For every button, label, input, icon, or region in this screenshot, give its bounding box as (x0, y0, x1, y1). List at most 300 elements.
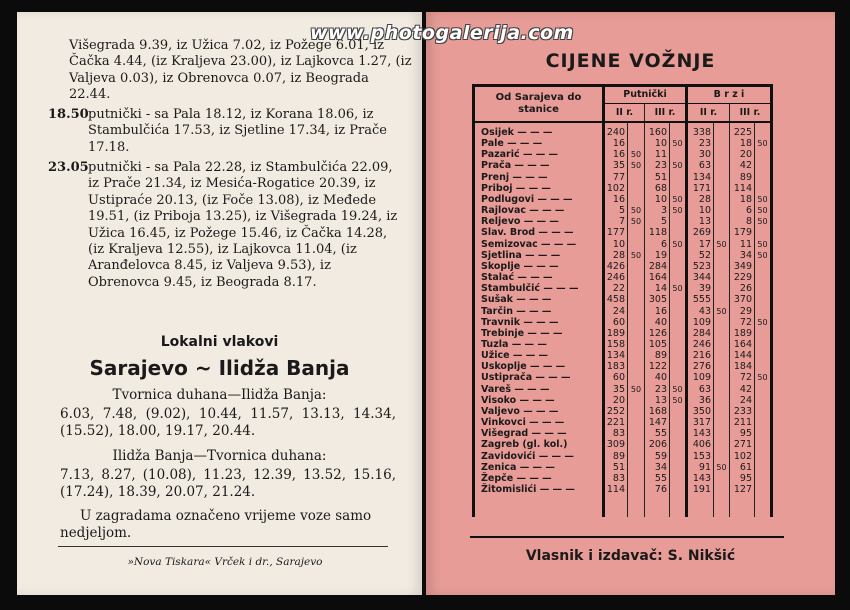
fare-putnicki-class2-para (628, 462, 645, 473)
fare-brzi-class3: 61 (730, 462, 755, 473)
fare-brzi-class2: 284 (687, 328, 714, 339)
fare-filler-cell (645, 495, 670, 517)
fare-brzi-class2: 23 (687, 138, 714, 149)
fare-putnicki-class2-para: 50 (628, 205, 645, 216)
fare-brzi-class2-para (714, 250, 730, 261)
fare-putnicki-class2-para (628, 261, 645, 272)
local-trains-heading: Lokalni vlakovi (160, 334, 279, 350)
fare-putnicki-class3-para (670, 417, 687, 428)
fare-filler-cell (604, 495, 628, 517)
fare-table (472, 84, 773, 517)
fare-putnicki-class2-para: 50 (628, 216, 645, 227)
fare-table-filler (474, 495, 772, 517)
fare-putnicki-class3-para (670, 328, 687, 339)
arrival-entry-2 (48, 160, 398, 291)
fare-brzi-class2-para (714, 439, 730, 450)
station-name: Slav. Brod — — — (474, 227, 604, 238)
fare-brzi-class3-para (755, 339, 772, 350)
fare-putnicki-class3: 40 (645, 372, 670, 383)
fare-putnicki-class2: 134 (604, 350, 628, 361)
fare-putnicki-class3: 305 (645, 294, 670, 305)
fare-putnicki-class2: 20 (604, 395, 628, 406)
fare-brzi-class3: 349 (730, 261, 755, 272)
station-name: Stambulčić — — — (474, 283, 604, 294)
fare-brzi-class3: 144 (730, 350, 755, 361)
fare-brzi-class2-para (714, 216, 730, 227)
fare-putnicki-class2: 77 (604, 172, 628, 183)
fare-row (474, 406, 772, 417)
fare-putnicki-class2: 60 (604, 317, 628, 328)
fare-brzi-class2: 143 (687, 473, 714, 484)
fare-putnicki-class2-para: 50 (628, 160, 645, 171)
fare-row (474, 250, 772, 261)
fare-putnicki-class3-para (670, 428, 687, 439)
fare-brzi-class3: 127 (730, 484, 755, 495)
station-name: Prača — — — (474, 160, 604, 171)
fare-brzi-class3-para (755, 306, 772, 317)
fare-brzi-class3-para: 50 (755, 194, 772, 205)
fare-brzi-class2: 153 (687, 451, 714, 462)
fare-brzi-class2: 344 (687, 272, 714, 283)
fare-putnicki-class2-para (628, 194, 645, 205)
fare-putnicki-class3-para (670, 361, 687, 372)
station-name: Sušak — — — (474, 294, 604, 305)
fare-putnicki-class3: 284 (645, 261, 670, 272)
fare-table-body (474, 122, 772, 517)
fare-putnicki-class2-para (628, 122, 645, 138)
fare-putnicki-class3: 55 (645, 473, 670, 484)
fare-putnicki-class3-para (670, 172, 687, 183)
fare-brzi-class3: 233 (730, 406, 755, 417)
fare-brzi-class2-para (714, 350, 730, 361)
fare-putnicki-class3-para (670, 451, 687, 462)
fare-row (474, 294, 772, 305)
fare-putnicki-class3-para: 50 (670, 239, 687, 250)
fare-putnicki-class2: 89 (604, 451, 628, 462)
fare-brzi-class2: 91 (687, 462, 714, 473)
station-name: Uskoplje — — — (474, 361, 604, 372)
fare-brzi-class2-para (714, 183, 730, 194)
fare-putnicki-class3-para (670, 122, 687, 138)
fare-row (474, 395, 772, 406)
fare-putnicki-class2: 7 (604, 216, 628, 227)
arrival-time-2: 23.05 (48, 160, 89, 175)
publisher-line: Vlasnik i izdavač: S. Nikšić (525, 548, 736, 564)
fare-putnicki-class2: 35 (604, 160, 628, 171)
fare-putnicki-class3-para (670, 439, 687, 450)
fare-row (474, 283, 772, 294)
fare-brzi-class2: 246 (687, 339, 714, 350)
fare-brzi-class3-para (755, 406, 772, 417)
fare-putnicki-class3: 105 (645, 339, 670, 350)
fare-brzi-class2: 109 (687, 372, 714, 383)
fare-brzi-class2-para (714, 172, 730, 183)
fare-putnicki-class3: 5 (645, 216, 670, 227)
fare-brzi-class3: 271 (730, 439, 755, 450)
station-name: Tuzla — — — (474, 339, 604, 350)
fare-brzi-class3: 189 (730, 328, 755, 339)
fare-brzi-class2-para (714, 484, 730, 495)
fare-brzi-class2-para (714, 160, 730, 171)
fare-brzi-class3-para (755, 361, 772, 372)
fare-row (474, 122, 772, 138)
fare-brzi-class2-para (714, 395, 730, 406)
fare-putnicki-class3: 55 (645, 428, 670, 439)
fare-brzi-class3: 184 (730, 361, 755, 372)
station-name: Pale — — — (474, 138, 604, 149)
route-heading: Sarajevo ~ Ilidža Banja (89, 356, 350, 380)
fare-putnicki-class3-para (670, 261, 687, 272)
fare-row (474, 350, 772, 361)
station-name: Reljevo — — — (474, 216, 604, 227)
station-name: Sjetlina — — — (474, 250, 604, 261)
fare-brzi-class2: 406 (687, 439, 714, 450)
fare-brzi-class2: 350 (687, 406, 714, 417)
fare-brzi-class2-para (714, 428, 730, 439)
fare-brzi-class2: 216 (687, 350, 714, 361)
fare-brzi-class3: 211 (730, 417, 755, 428)
direction-1-times: 6.03, 7.48, (9.02), 10.44, 11.57, 13.13, 14.34, (15.52), 18.00, 19.17, 20.44. (60, 406, 396, 439)
fare-brzi-class2: 555 (687, 294, 714, 305)
fare-row (474, 205, 772, 216)
fare-row (474, 473, 772, 484)
station-name: Užice — — — (474, 350, 604, 361)
fare-brzi-class3: 8 (730, 216, 755, 227)
fare-brzi-class3-para: 50 (755, 372, 772, 383)
fare-brzi-class3: 225 (730, 122, 755, 138)
station-name: Valjevo — — — (474, 406, 604, 417)
fare-brzi-class3: 11 (730, 239, 755, 250)
fare-putnicki-class2-para: 50 (628, 384, 645, 395)
fare-brzi-class3-para (755, 384, 772, 395)
arrival-time-1: 18.50 (48, 107, 89, 122)
station-name: Semizovac — — — (474, 239, 604, 250)
continuation-text: Višegrada 9.39, iz Užica 7.02, iz Požege 6.01, iz Čačka 4.44, (iz Kraljeva 23.00), iz Lajkovca 1.27, (iz Valjeva 0.03), iz Obrenovca 0.07, iz Beograda 22.44. (69, 38, 412, 103)
fare-row (474, 306, 772, 317)
fare-putnicki-class3: 13 (645, 395, 670, 406)
fare-putnicki-class3-para (670, 462, 687, 473)
fare-brzi-class3-para (755, 227, 772, 238)
fare-brzi-class3: 179 (730, 227, 755, 238)
fare-putnicki-class2-para (628, 350, 645, 361)
fare-brzi-class3-para: 50 (755, 216, 772, 227)
fare-brzi-class2-para (714, 294, 730, 305)
fare-row (474, 138, 772, 149)
fare-brzi-class2-para (714, 406, 730, 417)
fare-brzi-class3: 42 (730, 384, 755, 395)
fare-brzi-class2-para (714, 372, 730, 383)
fare-brzi-class3-para: 50 (755, 317, 772, 328)
header-from: Od Sarajeva do stanice (474, 86, 604, 123)
arrival-text-1: putnički - sa Pala 18.12, iz Korana 18.06, iz Stambulčića 17.53, iz Sjetline 17.34, iz Prače 17.18. (88, 107, 387, 155)
fare-brzi-class3-para: 50 (755, 138, 772, 149)
fare-row (474, 428, 772, 439)
fare-brzi-class3-para (755, 395, 772, 406)
fare-putnicki-class3-para (670, 294, 687, 305)
fare-putnicki-class3-para: 50 (670, 395, 687, 406)
fare-brzi-class3: 18 (730, 194, 755, 205)
fare-putnicki-class3-para (670, 317, 687, 328)
fare-putnicki-class2-para (628, 428, 645, 439)
fare-putnicki-class3-para: 50 (670, 384, 687, 395)
fare-brzi-class2-para (714, 361, 730, 372)
fare-brzi-class3-para (755, 417, 772, 428)
fare-brzi-class3: 89 (730, 172, 755, 183)
fare-putnicki-class2-para (628, 361, 645, 372)
fare-brzi-class3: 18 (730, 138, 755, 149)
fare-putnicki-class2-para (628, 306, 645, 317)
fare-brzi-class3-para (755, 272, 772, 283)
fare-putnicki-class3: 164 (645, 272, 670, 283)
fare-row (474, 216, 772, 227)
fare-row (474, 227, 772, 238)
fare-brzi-class3: 114 (730, 183, 755, 194)
station-name: Vareš — — — (474, 384, 604, 395)
fare-putnicki-class2: 183 (604, 361, 628, 372)
fare-row (474, 149, 772, 160)
fare-brzi-class2-para (714, 384, 730, 395)
fare-putnicki-class2-para (628, 138, 645, 149)
fare-putnicki-class2-para (628, 239, 645, 250)
fare-row (474, 451, 772, 462)
fare-brzi-class2-para (714, 328, 730, 339)
fare-brzi-class3-para (755, 294, 772, 305)
fare-putnicki-class3-para: 50 (670, 283, 687, 294)
fare-row (474, 372, 772, 383)
fare-brzi-class3-para (755, 261, 772, 272)
footer-divider (58, 546, 388, 547)
fare-row (474, 272, 772, 283)
fare-row (474, 417, 772, 428)
fare-putnicki-class2-para (628, 473, 645, 484)
fare-brzi-class3-para (755, 160, 772, 171)
fare-brzi-class2-para (714, 272, 730, 283)
fare-putnicki-class3: 206 (645, 439, 670, 450)
fare-brzi-class2: 523 (687, 261, 714, 272)
fare-brzi-class2-para (714, 339, 730, 350)
fare-putnicki-class3: 11 (645, 149, 670, 160)
fare-putnicki-class2-para: 50 (628, 149, 645, 160)
fare-putnicki-class3-para (670, 372, 687, 383)
fare-brzi-class3-para (755, 183, 772, 194)
fare-putnicki-class2-para (628, 328, 645, 339)
fare-brzi-class3-para (755, 172, 772, 183)
fare-brzi-class2: 134 (687, 172, 714, 183)
direction-1-title: Tvornica duhana—Ilidža Banja: (112, 387, 327, 403)
fare-brzi-class3-para (755, 473, 772, 484)
fare-filler-cell (714, 495, 730, 517)
fare-putnicki-class3: 23 (645, 384, 670, 395)
station-name: Pazarić — — — (474, 149, 604, 160)
fare-putnicki-class3: 126 (645, 328, 670, 339)
fare-brzi-class2-para: 50 (714, 462, 730, 473)
fare-putnicki-class3: 16 (645, 306, 670, 317)
fare-brzi-class2-para (714, 451, 730, 462)
fare-filler-cell (474, 495, 604, 517)
fare-brzi-class2: 28 (687, 194, 714, 205)
fare-putnicki-class2: 102 (604, 183, 628, 194)
header-brzi: B r z i (687, 86, 772, 104)
fares-title: CIJENE VOŽNJE (545, 50, 716, 72)
fare-putnicki-class3: 168 (645, 406, 670, 417)
direction-2-times: 7.13, 8.27, (10.08), 11.23, 12.39, 13.52, 15.16, (17.24), 18.39, 20.07, 21.24. (60, 467, 396, 500)
fare-brzi-class2-para (714, 227, 730, 238)
fare-putnicki-class3: 122 (645, 361, 670, 372)
fare-putnicki-class3: 118 (645, 227, 670, 238)
fare-brzi-class3: 164 (730, 339, 755, 350)
station-name: Osijek — — — (474, 122, 604, 138)
fare-brzi-class2-para (714, 473, 730, 484)
fare-putnicki-class3-para (670, 250, 687, 261)
fare-brzi-class3: 6 (730, 205, 755, 216)
fare-putnicki-class3: 3 (645, 205, 670, 216)
header-putnicki-class3: III r. (645, 104, 687, 123)
fare-putnicki-class2-para: 50 (628, 250, 645, 261)
fare-putnicki-class3: 40 (645, 317, 670, 328)
fare-putnicki-class3: 6 (645, 239, 670, 250)
fare-brzi-class3-para: 50 (755, 205, 772, 216)
fare-row (474, 484, 772, 495)
fare-putnicki-class2-para (628, 417, 645, 428)
fare-brzi-class2: 269 (687, 227, 714, 238)
fare-putnicki-class2: 426 (604, 261, 628, 272)
fare-brzi-class2: 17 (687, 239, 714, 250)
fare-brzi-class3: 95 (730, 428, 755, 439)
fare-putnicki-class3-para (670, 306, 687, 317)
fare-putnicki-class2-para (628, 484, 645, 495)
fare-putnicki-class2: 5 (604, 205, 628, 216)
station-name: Višegrad — — — (474, 428, 604, 439)
fare-brzi-class3: 34 (730, 250, 755, 261)
fare-putnicki-class3-para: 50 (670, 138, 687, 149)
fare-brzi-class2: 191 (687, 484, 714, 495)
arrival-entry-1 (48, 107, 398, 156)
fare-brzi-class3-para (755, 328, 772, 339)
fare-putnicki-class3-para (670, 227, 687, 238)
fare-brzi-class3: 229 (730, 272, 755, 283)
fare-putnicki-class2: 158 (604, 339, 628, 350)
fare-putnicki-class3: 10 (645, 194, 670, 205)
fare-brzi-class3-para (755, 439, 772, 450)
station-name: Podlugovi — — — (474, 194, 604, 205)
fare-brzi-class2: 10 (687, 205, 714, 216)
fare-putnicki-class2: 458 (604, 294, 628, 305)
fare-brzi-class2: 30 (687, 149, 714, 160)
fare-brzi-class2-para (714, 205, 730, 216)
fare-putnicki-class2-para (628, 283, 645, 294)
fare-putnicki-class3: 51 (645, 172, 670, 183)
station-name: Zavidovići — — — (474, 451, 604, 462)
fare-brzi-class3: 72 (730, 372, 755, 383)
station-name: Rajlovac — — — (474, 205, 604, 216)
header-putnicki: Putnički (604, 86, 687, 104)
fare-row (474, 339, 772, 350)
station-name: Zenica — — — (474, 462, 604, 473)
fare-putnicki-class2: 24 (604, 306, 628, 317)
fare-filler-cell (755, 495, 772, 517)
station-name: Vinkovci — — — (474, 417, 604, 428)
fare-putnicki-class2-para (628, 172, 645, 183)
station-name: Visoko — — — (474, 395, 604, 406)
fare-brzi-class3-para (755, 283, 772, 294)
fare-putnicki-class2: 35 (604, 384, 628, 395)
fare-putnicki-class3: 19 (645, 250, 670, 261)
fare-brzi-class2: 52 (687, 250, 714, 261)
fare-brzi-class3: 95 (730, 473, 755, 484)
fare-row (474, 261, 772, 272)
fare-filler-cell (628, 495, 645, 517)
fare-row (474, 194, 772, 205)
fare-brzi-class3: 29 (730, 306, 755, 317)
fare-putnicki-class2: 240 (604, 122, 628, 138)
fare-putnicki-class3: 34 (645, 462, 670, 473)
fare-putnicki-class3: 14 (645, 283, 670, 294)
fare-putnicki-class2: 51 (604, 462, 628, 473)
fare-brzi-class2: 143 (687, 428, 714, 439)
fare-row (474, 462, 772, 473)
fare-brzi-class3: 24 (730, 395, 755, 406)
fare-putnicki-class3: 89 (645, 350, 670, 361)
fare-putnicki-class2-para (628, 372, 645, 383)
fare-row (474, 239, 772, 250)
fare-filler-cell (687, 495, 714, 517)
fare-putnicki-class2-para (628, 406, 645, 417)
fare-brzi-class3-para: 50 (755, 250, 772, 261)
fare-row (474, 183, 772, 194)
fare-putnicki-class3: 68 (645, 183, 670, 194)
station-name: Prenj — — — (474, 172, 604, 183)
fare-brzi-class2: 13 (687, 216, 714, 227)
fare-brzi-class3-para (755, 350, 772, 361)
fare-brzi-class2: 63 (687, 384, 714, 395)
station-name: Stalać — — — (474, 272, 604, 283)
fare-putnicki-class3-para (670, 149, 687, 160)
station-name: Trebinje — — — (474, 328, 604, 339)
fare-brzi-class2: 36 (687, 395, 714, 406)
fare-row (474, 439, 772, 450)
sunday-note: U zagradama označeno vrijeme voze samo nedjeljom. (60, 508, 372, 541)
fare-putnicki-class2: 309 (604, 439, 628, 450)
station-name: Tarčin — — — (474, 306, 604, 317)
fare-brzi-class2: 276 (687, 361, 714, 372)
fare-putnicki-class3-para: 50 (670, 205, 687, 216)
fare-putnicki-class2: 252 (604, 406, 628, 417)
fare-brzi-class2: 171 (687, 183, 714, 194)
station-name: Travnik — — — (474, 317, 604, 328)
fare-putnicki-class3-para (670, 216, 687, 227)
fare-filler-cell (670, 495, 687, 517)
fare-brzi-class2-para (714, 417, 730, 428)
fare-brzi-class2-para: 50 (714, 306, 730, 317)
station-name: Ustiprača — — — (474, 372, 604, 383)
fare-putnicki-class2: 189 (604, 328, 628, 339)
fare-putnicki-class3: 76 (645, 484, 670, 495)
fare-putnicki-class2-para (628, 317, 645, 328)
station-name: Priboj — — — (474, 183, 604, 194)
watermark: www.photogalerija.com (310, 22, 574, 44)
header-putnicki-class2: II r. (604, 104, 645, 123)
fare-brzi-class3-para (755, 122, 772, 138)
fare-brzi-class3: 102 (730, 451, 755, 462)
fare-putnicki-class2-para (628, 339, 645, 350)
fare-putnicki-class2-para (628, 227, 645, 238)
station-name: Zagreb (gl. kol.) (474, 439, 604, 450)
fare-putnicki-class3-para: 50 (670, 160, 687, 171)
fare-brzi-class2-para (714, 317, 730, 328)
fare-putnicki-class3: 59 (645, 451, 670, 462)
fare-putnicki-class2: 83 (604, 473, 628, 484)
fare-brzi-class3: 370 (730, 294, 755, 305)
